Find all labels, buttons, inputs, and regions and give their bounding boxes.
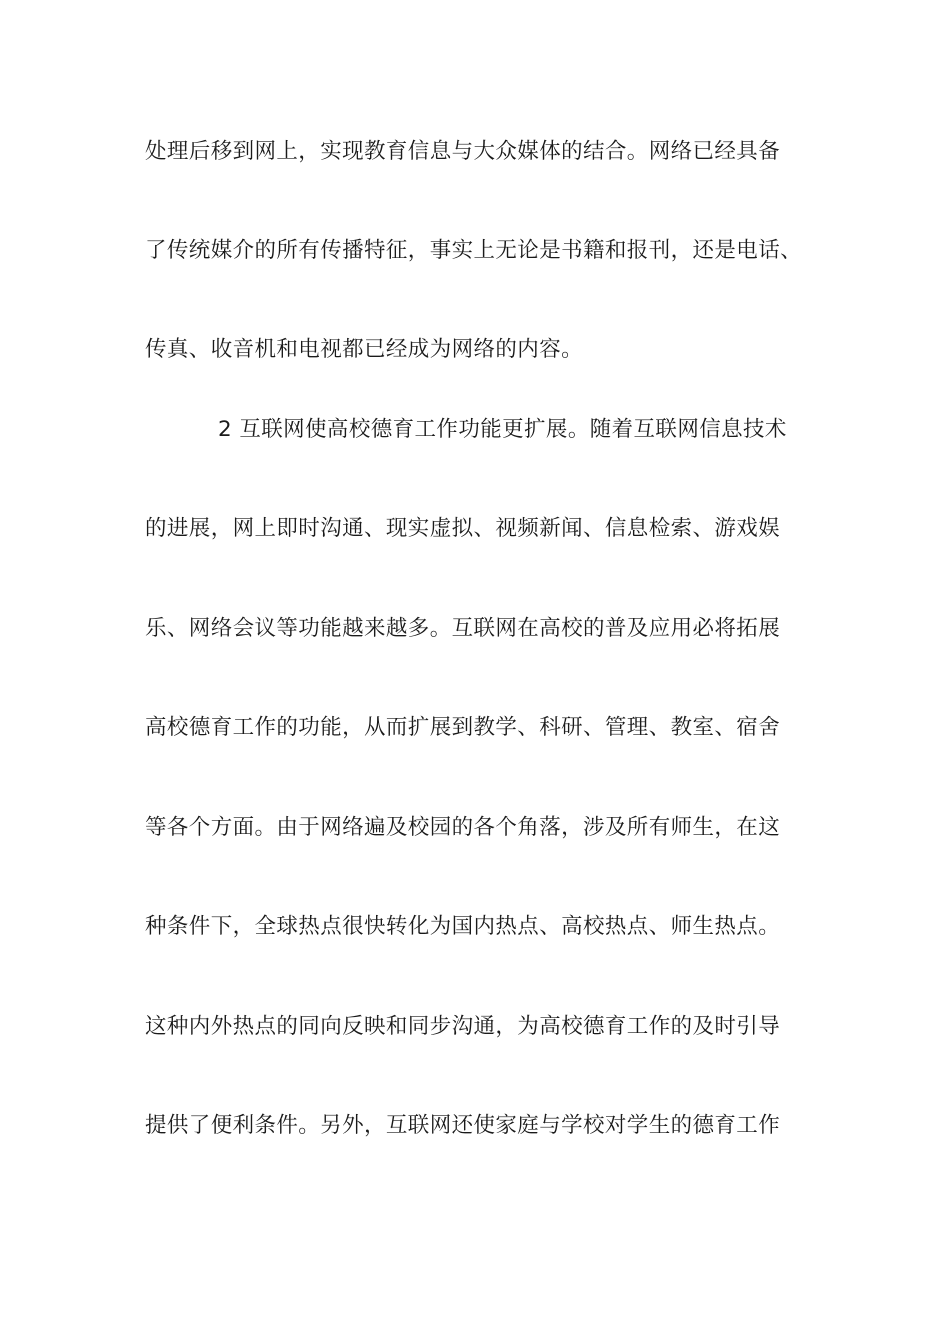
paragraph-line: 处理后移到网上，实现教育信息与大众媒体的结合。网络已经具备 [145,139,781,164]
paragraph-line: 这种内外热点的同向反映和同步沟通，为高校德育工作的及时引导 [145,1014,781,1039]
paragraph-line: 提供了便利条件。另外，互联网还使家庭与学校对学生的德育工作 [145,1113,781,1138]
paragraph-line: 了传统媒介的所有传播特征，事实上无论是书籍和报刊，还是电话、 [145,238,803,263]
paragraph-line: 乐、网络会议等功能越来越多。互联网在高校的普及应用必将拓展 [145,616,781,641]
paragraph-start-line: 2 互联网使高校德育工作功能更扩展。随着互联网信息技术 [218,417,787,442]
paragraph-line: 传真、收音机和电视都已经成为网络的内容。 [145,337,584,362]
paragraph-line: 种条件下，全球热点很快转化为国内热点、高校热点、师生热点。 [145,914,781,939]
paragraph-line: 等各个方面。由于网络遍及校园的各个角落，涉及所有师生，在这 [145,815,781,840]
paragraph-line: 的进展，网上即时沟通、现实虚拟、视频新闻、信息检索、游戏娱 [145,516,781,541]
paragraph-line: 高校德育工作的功能，从而扩展到教学、科研、管理、教室、宿舍 [145,715,781,740]
